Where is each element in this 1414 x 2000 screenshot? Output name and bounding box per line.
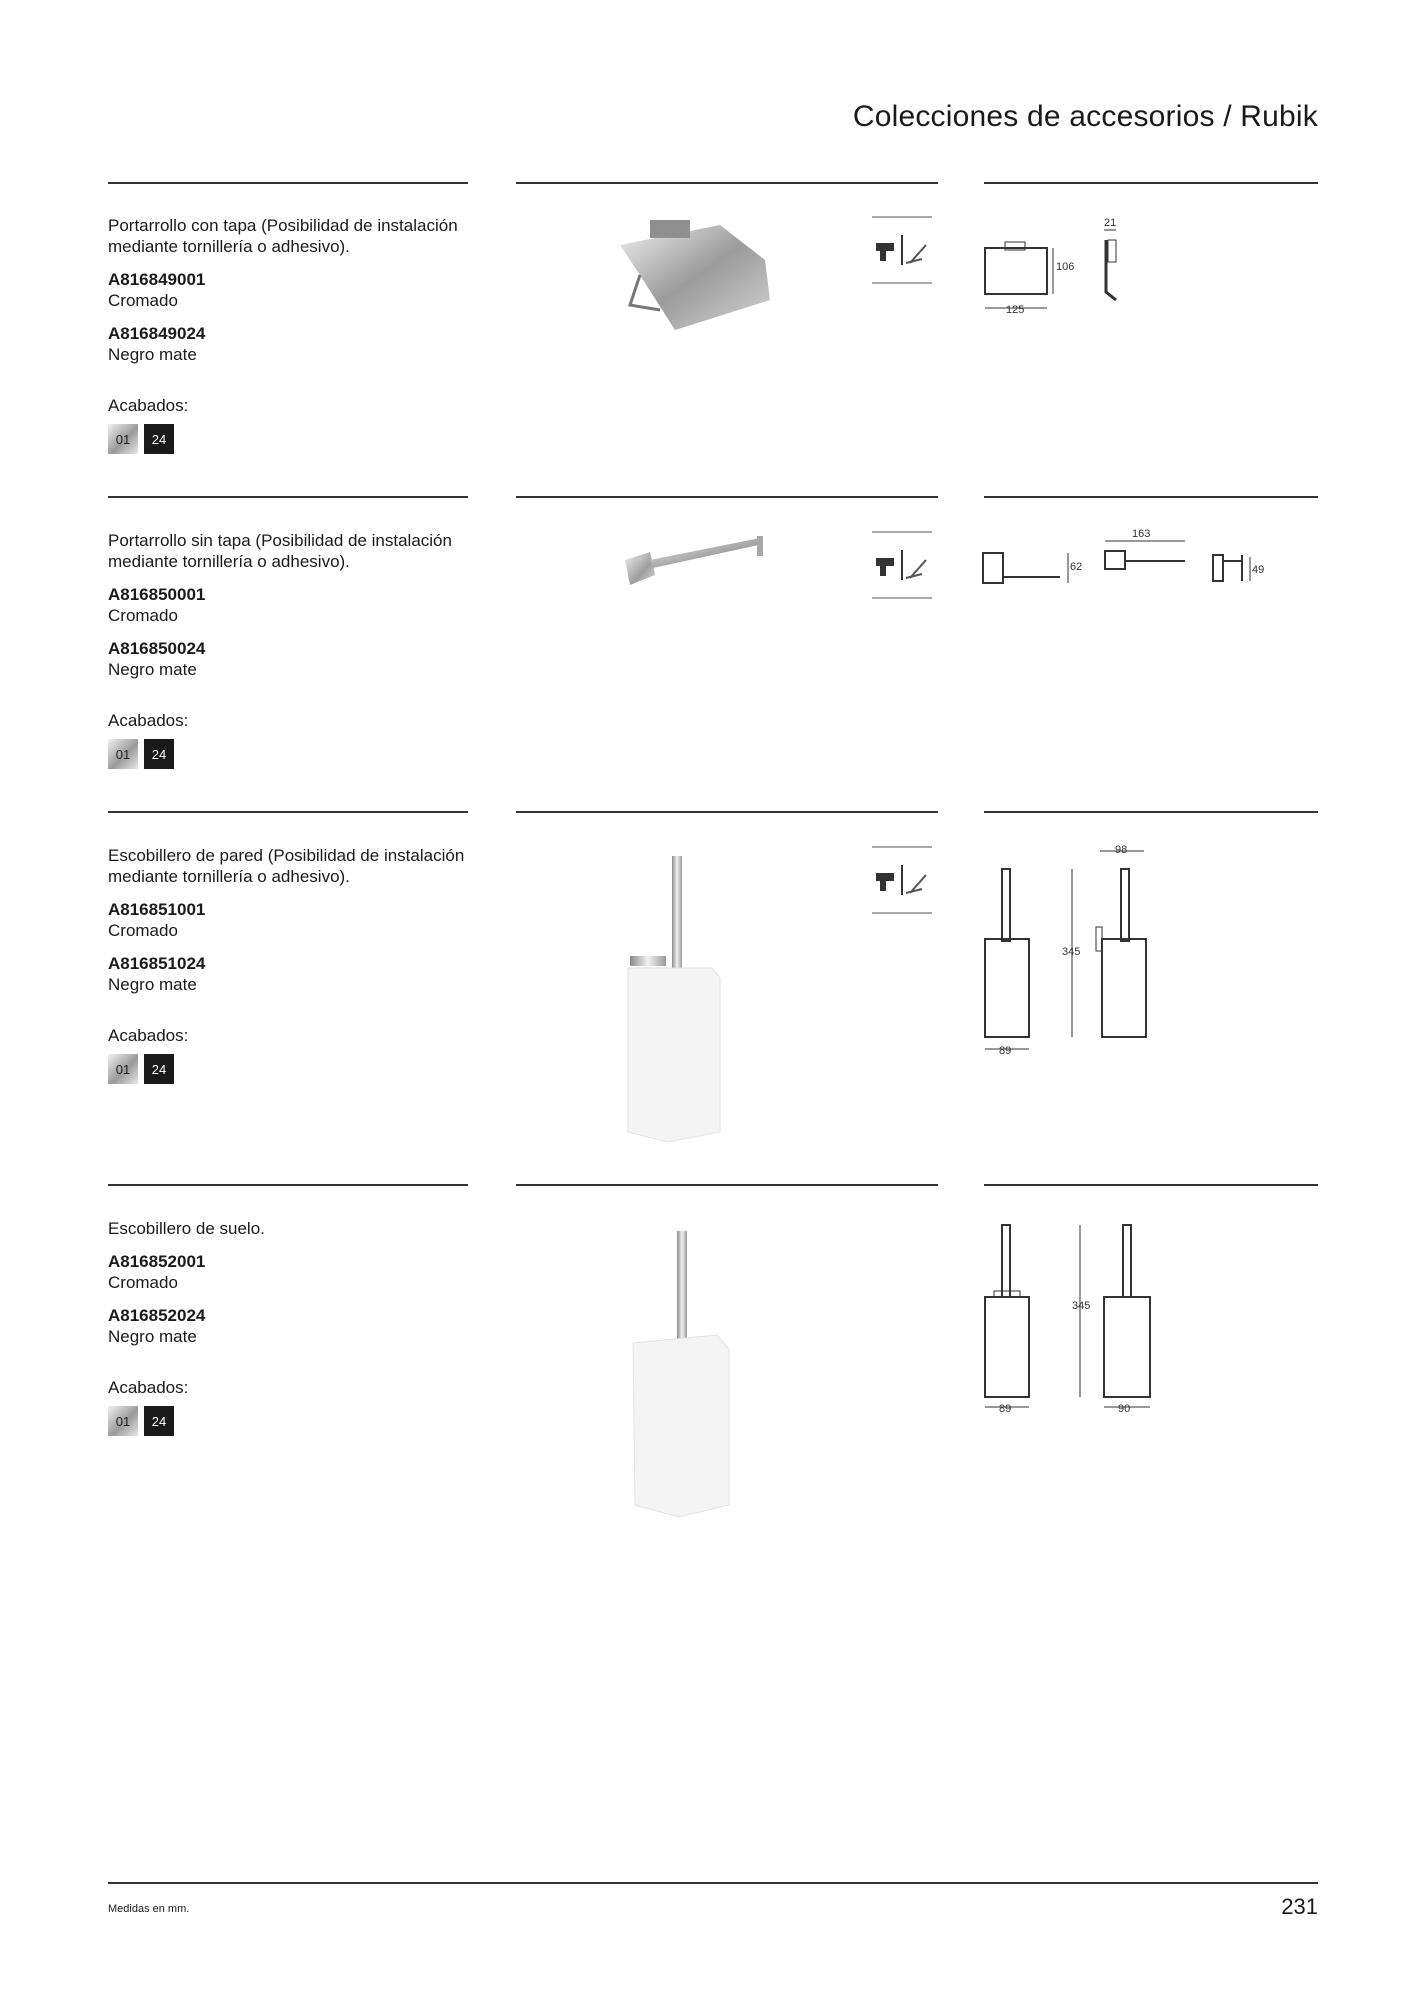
technical-drawing <box>980 525 1280 595</box>
footer-divider <box>108 1882 1318 1884</box>
measurement-note: Medidas en mm. <box>108 1903 190 1915</box>
product-photo <box>600 205 780 335</box>
product-code: A816849001 <box>108 270 206 289</box>
dimension-label: 345 <box>1062 946 1081 958</box>
product-code: A816849024 <box>108 324 206 343</box>
product-finish: Cromado <box>108 1273 178 1292</box>
drill-and-adhesive-icon <box>870 530 934 600</box>
product-photo <box>620 850 740 1150</box>
technical-drawing <box>980 210 1180 320</box>
finish-swatch-black: 24 <box>144 424 174 454</box>
product-description: Portarrollo sin tapa (Posibilidad de instalación mediante tornillería o adhesivo). <box>108 531 452 571</box>
product-code: A816851024 <box>108 954 206 973</box>
product-code: A816850001 <box>108 585 206 604</box>
product-finish: Negro mate <box>108 1327 197 1346</box>
technical-drawing <box>980 845 1160 1055</box>
finish-swatch-black: 24 <box>144 739 174 769</box>
product-photo <box>615 530 775 610</box>
dimension-label: 62 <box>1070 561 1083 573</box>
dimension-label: 106 <box>1056 261 1075 273</box>
page-title: Colecciones de accesorios / Rubik <box>852 100 1318 133</box>
product-finish: Negro mate <box>108 345 197 364</box>
finishes-label: Acabados: <box>108 1026 189 1045</box>
dimension-label: 163 <box>1132 528 1151 540</box>
dimension-label: 98 <box>1115 845 1128 856</box>
dimension-label: 125 <box>1006 304 1025 316</box>
dimension-label: 90 <box>1118 1403 1131 1415</box>
technical-drawing <box>980 1215 1160 1415</box>
product-description: Escobillero de pared (Posibilidad de instalación mediante tornillería o adhesivo). <box>108 846 465 886</box>
product-finish: Cromado <box>108 291 178 310</box>
product-description: Escobillero de suelo. <box>108 1219 265 1238</box>
drill-and-adhesive-icon <box>870 845 934 915</box>
finish-swatch-chrome: 01 <box>108 1406 138 1436</box>
finish-swatch-chrome: 01 <box>108 739 138 769</box>
product-description: Portarrollo con tapa (Posibilidad de instalación mediante tornillería o adhesivo). <box>108 216 458 256</box>
finish-swatch-chrome: 01 <box>108 1054 138 1084</box>
finishes-label: Acabados: <box>108 711 189 730</box>
product-info <box>108 530 478 769</box>
finish-swatch-black: 24 <box>144 1054 174 1084</box>
dimension-label: 345 <box>1072 1300 1091 1312</box>
finish-swatch-chrome: 01 <box>108 424 138 454</box>
product-finish: Negro mate <box>108 975 197 994</box>
product-code: A816852024 <box>108 1306 206 1325</box>
finishes-label: Acabados: <box>108 396 189 415</box>
dimension-label: 49 <box>1252 564 1265 576</box>
dimension-label: 89 <box>999 1045 1012 1055</box>
page-number: 231 <box>1281 1894 1318 1919</box>
product-finish: Negro mate <box>108 660 197 679</box>
product-code: A816850024 <box>108 639 206 658</box>
finish-swatch-black: 24 <box>144 1406 174 1436</box>
finishes-label: Acabados: <box>108 1378 189 1397</box>
product-code: A816851001 <box>108 900 206 919</box>
product-photo <box>625 1225 745 1525</box>
product-info <box>108 1218 478 1436</box>
product-code: A816852001 <box>108 1252 206 1271</box>
product-info <box>108 845 478 1084</box>
dimension-label: 21 <box>1104 217 1117 229</box>
dimension-label: 89 <box>999 1403 1012 1415</box>
product-info <box>108 215 478 454</box>
product-finish: Cromado <box>108 606 178 625</box>
product-finish: Cromado <box>108 921 178 940</box>
drill-and-adhesive-icon <box>870 215 934 285</box>
